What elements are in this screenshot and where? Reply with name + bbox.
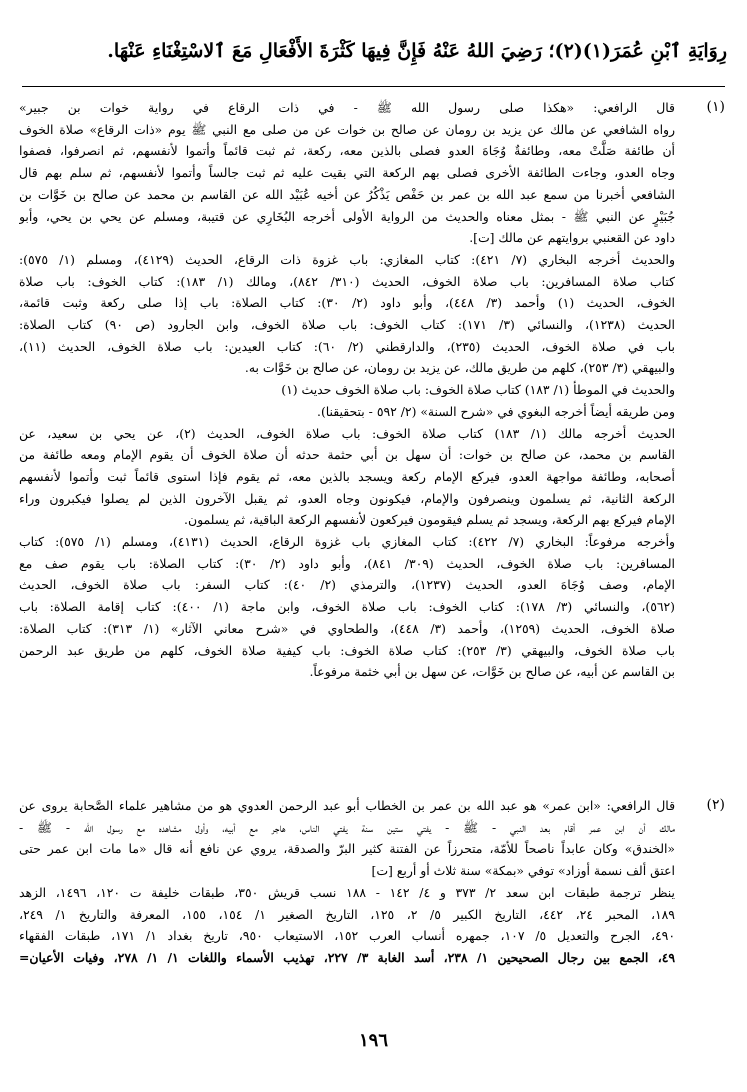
footnote-line: ١٨٩، المحبر ٢٤، ٤٤٢، التاريخ الكبير ٥/ ٢، ١٢٥، التاريخ الصغير ١/ ١٥٤، ١٥٥، المعرفة والتاريخ ١/ ٢٤٩، (19, 906, 675, 922)
separator-rule (22, 86, 725, 87)
footnote-body (19, 97, 675, 683)
footnote-line: قال الرافعي: «هكذا صلى رسول الله ﷺ - في ذات الرقاع في رواية خوات بن جبير» (19, 100, 675, 115)
main-text-line: رِوَايَةِ ٱبْنِ عُمَرَ(١)(٢)؛ رَضِيَ اللهُ عَنْهُ فَإِنَّ فِيهَا كَثْرَةَ الأَفْعَالِ مَعَ ٱلاسْتِغْنَاءِ عَنْهَا. (107, 40, 727, 62)
footnote-line: الإمام فيركع بهم الركعة، ويسجد ثم يسلم فيقومون فيركعون لأنفسهم الركعة الباقية، ثم يسلمون. (184, 512, 675, 528)
footnote-line: باب في صلاة الخوف، الحديث (٢٣٥)، والدارقطني (٢/ ٦٠): كتاب العيدين: باب صلاة الخوف، الحديث (١١)، (19, 338, 675, 354)
footnote-line: «الخندق» وكان عابداً ناصحاً للأمّة، متحرزاً عن الفتنة كثير البرّ والصدقة، يروي عن نافع أنه قال «ما مات ابن عمر حتى (19, 841, 675, 857)
footnote-line: والحديث أخرجه البخاري (٧/ ٤٢١): كتاب المغازي: باب غزوة ذات الرقاع، الحديث (٤١٢٩)، ومسلم (١/ ٥٧٥): (19, 251, 675, 267)
footnote-line: ينظر ترجمة طبقات ابن سعد ٢/ ٣٧٣ و ٤/ ١٤٢ - ١٨٨ نسب قريش ٣٥٠، طبقات خليفة ت ١٢٠، ١٤٩٦، الزهد (19, 884, 675, 900)
footnote-number: (٢) (706, 797, 725, 813)
footnote-line: الشافعي أخبرنا من سمع عبد الله بن عمر بن حَفْص يَذْكُرُ عن أخيه عُبَيْد الله عن القاسم بن محمد عن صالح بن خَوَّات بن (19, 186, 675, 202)
footnote-line: بن القاسم عن أبيه، عن صالح بن خَوَّات، عن سهل بن أبي خثمة مرفوعاً. (309, 664, 675, 680)
footnote-line: رواه الشافعي عن مالك عن يزيد بن رومان عن صالح بن خوات عن من صلى مع النبي ﷺ يوم «ذات الرقاع» صلاة الخوف (19, 121, 675, 137)
footnote-line: الركعة الثانية، ثم يسلمون وينصرفون والإمام، فيكونون وجاه العدو، ثم يقبل الآخرون الذين لم يصلوا فيكبرون وراء (19, 490, 675, 506)
footnote-line: والبيهقي (٣/ ٢٥٣)، كلهم من طريق مالك، عن يزيد بن رومان، عن صالح بن خَوَّات به. (244, 360, 675, 376)
footnote-line: ومن طريقه أيضاً أخرجه البغوي في «شرح السنة» (٢/ ٥٩٢ - بتحقيقنا). (317, 403, 675, 419)
footnote-body (19, 795, 675, 969)
footnote-line: داود عن القعنبي بروايتهم عن مالك [ت]. (469, 230, 675, 246)
footnote-line: والحديث في الموطأ (١/ ١٨٣) كتاب صلاة الخوف: باب صلاة الخوف حديث (١) (281, 382, 675, 398)
footnote-line: ٤٩٠، الجرح والتعديل ٥/ ١٠٧، جمهره أنساب العرب ١٥٢، الاستيعاب ٩٥٠، تاريخ بغداد ١/ ١٧١، طبقات الفقهاء (19, 928, 675, 944)
footnote-line: مالك أن ابن عمر أقام بعد النبي - ﷺ - يفتي ستين سنة يفتي الناس، هاجر مع أبيه، وأول مشاهده مع رسول الله - ﷺ - (19, 819, 675, 835)
footnote-line: الحديث (١٢٣٨)، والنسائي (٣/ ١٧١): كتاب الخوف: باب صلاة الخوف، وابن الجارود (ص ٩٠) كتاب الصلاة: (19, 317, 675, 333)
footnote-line: المسافرين: باب صلاة الخوف، الحديث (٣٠٩/ ٨٤١)، وأبو داود (٢/ ٣٠): كتاب الصلاة: باب يقوم صف مع (19, 555, 675, 571)
footnote-line: الخوف، الحديث (١) وأحمد (٣/ ٤٤٨)، وأبو داود (٢/ ٣٠): كتاب الصلاة: باب إذا صلى ركعة وثبت قائمة، (19, 295, 675, 311)
footnote-line: جُبَيْرٍ عن النبي ﷺ - بمثل معناه والحديث من الرواية الأولى أخرجه البُخَارِي عن قتيبة، ومسلم عن يحي بن يحي، وأبو (19, 208, 675, 224)
footnote-line: أن طائفة صَلَّتْ معه، وطائفةٌ وُجَاهَ العدو فصلى بالذين معه، ركعة، ثم ثبت قائماً وأتموا لأنفسهم، ثم انصرفوا، فصفوا (19, 143, 675, 159)
footnote-line: الإمام، وصف وُجَاهَ العدو، الحديث (١٢٣٧)، والترمذي (٢/ ٤٠): كتاب السفر: باب صلاة الخوف، الحديث (19, 577, 675, 593)
footnote-line: الحديث أخرجه مالك (١/ ١٨٣) كتاب صلاة الخوف: باب صلاة الخوف، الحديث (٢)، عن يحي بن سعيد، عن (19, 425, 675, 441)
footnote-line: باب صلاة الخوف، والبيهقي (٣/ ٢٥٣): كتاب صلاة الخوف: باب كيفية صلاة الخوف، كلهم من طريق عبد الرحمن (19, 642, 675, 658)
page-number: ١٩٦ (358, 1030, 388, 1051)
footnote-1 (19, 97, 725, 683)
footnote-line: أصحابه، وطائفة مواجهة العدو، فيركع الإمام ركعة ويسجد بالذين معه، ثم يقوم فإذا استوى قائماً ثبت وأتموا لأنفسهم (19, 468, 675, 484)
footnote-line: اعتق ألف نسمة أوزاد» توفي «بمكة» سنة ثلاث أو أربع [ت] (371, 863, 675, 879)
footnote-line: ٤٩، الجمع بين رجال الصحيحين ١/ ٢٣٨، أسد الغابة ٣/ ٢٢٧، تهذيب الأسماء واللغات ١/ ١/ ٢٧٨، وفيات الأعيان= (19, 949, 675, 965)
footnote-line: وأخرجه مرفوعاً: البخاري (٧/ ٤٢٢): كتاب المغازي باب غزوة الرقاع، الحديث (٤١٣١)، ومسلم (١/ ٥٧٥): كتاب (19, 534, 675, 550)
footnote-number: (١) (706, 99, 725, 115)
footnote-line: وجاه العدو، وجاءت الطائفة الأخرى فصلى بهم الركعة التي بقيت عليه ثم ثبت جالساً وأتموا لأنفسهم، ثم سلم بهم قال (19, 165, 675, 181)
footnote-line: (٥٦٢)، والنسائي (٣/ ١٧٨): كتاب الخوف: باب صلاة الخوف، وابن ماجة (١/ ٤٠٠): كتاب إقامة الصلاة: باب (19, 599, 675, 615)
footnote-line: القاسم بن محمد، عن صالح بن خوات: أن سهل بن أبي حثمة حدثه أن صلاة الخوف أن يقوم الإمام ومعه طائفة من (19, 447, 675, 463)
footnote-line: كتاب صلاة المسافرين: باب صلاة الخوف، الحديث (٣١٠/ ٨٤٢)، ومالك (١/ ١٨٣): كتاب الخوف: باب صلاة (19, 273, 675, 289)
footnote-2 (19, 795, 725, 969)
footnote-line: قال الرافعي: «ابن عمر» هو عبد الله بن عمر بن الخطاب أبو عبد الرحمن العدوي هو من مشاهير علماء الصَّحابة يروى عن (19, 798, 675, 813)
footnote-line: صلاة الخوف، الحديث (١٢٥٩)، وأحمد (٣/ ٤٤٨)، والطحاوي في «شرح معاني الآثار» (١/ ٣١٣): كتاب الصلاة: (19, 620, 675, 636)
